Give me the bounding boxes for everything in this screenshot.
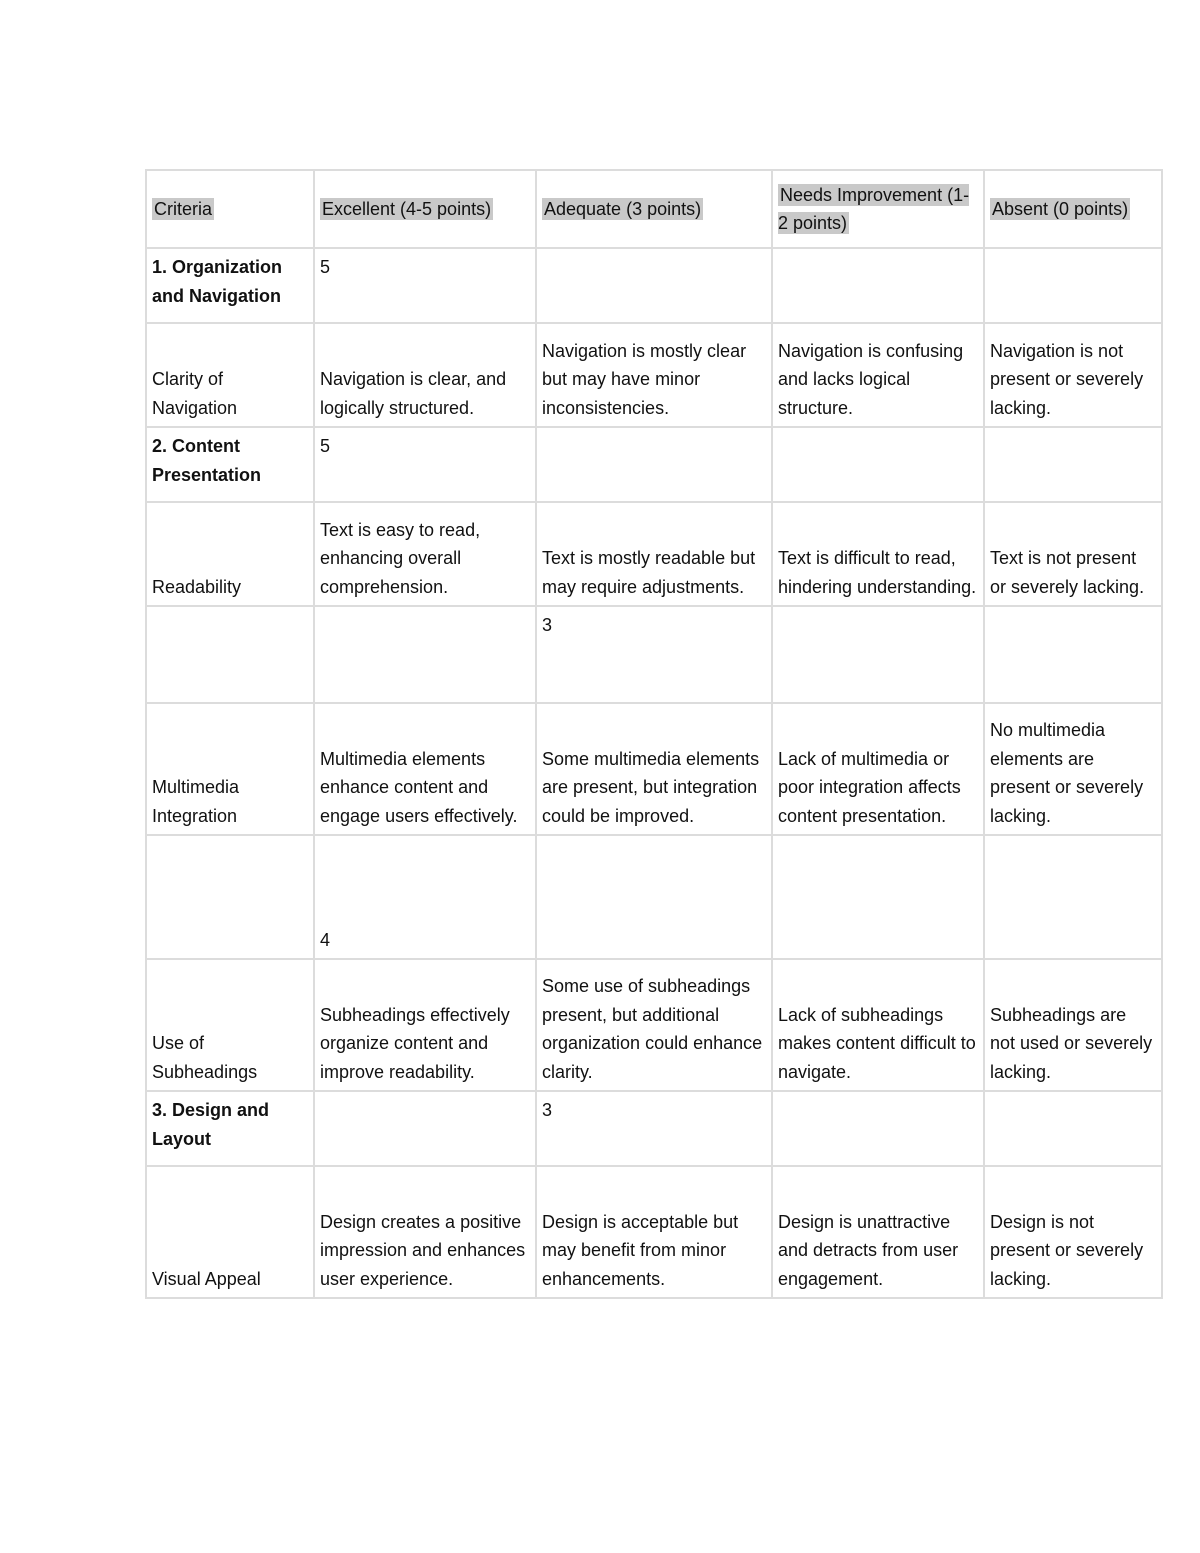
criterion-label: Clarity of Navigation [146, 323, 314, 427]
criterion-label: Visual Appeal [146, 1166, 314, 1298]
criterion-label [146, 606, 314, 703]
header-adequate: Adequate (3 points) [536, 170, 772, 248]
score-cell [314, 606, 536, 703]
table-row [146, 427, 1162, 502]
descriptor-cell: Navigation is confusing and lacks logical structure. [772, 323, 984, 427]
descriptor-cell: Text is easy to read, enhancing overall comprehension. [314, 502, 536, 606]
header-row [146, 170, 1162, 248]
header-criteria: Criteria [146, 170, 314, 248]
header-excellent: Excellent (4-5 points) [314, 170, 536, 248]
score-cell [984, 606, 1162, 703]
descriptor-cell: Some multimedia elements are present, but integration could be improved. [536, 703, 772, 835]
score-cell [772, 606, 984, 703]
criterion-label: Readability [146, 502, 314, 606]
descriptor-cell: No multimedia elements are present or severely lacking. [984, 703, 1162, 835]
descriptor-cell: Some use of subheadings present, but additional organization could enhance clarity. [536, 959, 772, 1091]
score-cell [984, 1091, 1162, 1166]
descriptor-cell: Design is acceptable but may benefit from minor enhancements. [536, 1166, 772, 1298]
table-row [146, 1166, 1162, 1298]
descriptor-cell: Navigation is not present or severely lacking. [984, 323, 1162, 427]
criterion-label [146, 835, 314, 959]
header-absent: Absent (0 points) [984, 170, 1162, 248]
table-row [146, 502, 1162, 606]
score-cell [772, 248, 984, 323]
score-cell: 3 [536, 1091, 772, 1166]
score-cell [536, 248, 772, 323]
table-row [146, 1091, 1162, 1166]
score-cell [984, 427, 1162, 502]
table-row [146, 606, 1162, 703]
score-cell: 5 [314, 248, 536, 323]
criterion-label: Use of Subheadings [146, 959, 314, 1091]
score-cell: 3 [536, 606, 772, 703]
descriptor-cell: Text is difficult to read, hindering understanding. [772, 502, 984, 606]
section-heading: 1. Organization and Navigation [146, 248, 314, 323]
header-needs-improvement: Needs Improvement (1-2 points) [772, 170, 984, 248]
descriptor-cell: Navigation is mostly clear but may have minor inconsistencies. [536, 323, 772, 427]
descriptor-cell: Text is not present or severely lacking. [984, 502, 1162, 606]
table-row [146, 323, 1162, 427]
descriptor-cell: Lack of subheadings makes content difficult to navigate. [772, 959, 984, 1091]
descriptor-cell: Navigation is clear, and logically structured. [314, 323, 536, 427]
table-row [146, 703, 1162, 835]
score-cell [772, 835, 984, 959]
score-cell [772, 1091, 984, 1166]
score-cell [536, 427, 772, 502]
criterion-label: Multimedia Integration [146, 703, 314, 835]
section-heading: 3. Design and Layout [146, 1091, 314, 1166]
score-cell [984, 835, 1162, 959]
table-row [146, 248, 1162, 323]
score-cell [314, 1091, 536, 1166]
descriptor-cell: Subheadings effectively organize content and improve readability. [314, 959, 536, 1091]
score-cell: 5 [314, 427, 536, 502]
descriptor-cell: Design is not present or severely lacking. [984, 1166, 1162, 1298]
score-cell: 4 [314, 835, 536, 959]
table-row [146, 959, 1162, 1091]
descriptor-cell: Multimedia elements enhance content and engage users effectively. [314, 703, 536, 835]
score-cell [772, 427, 984, 502]
score-cell [536, 835, 772, 959]
descriptor-cell: Text is mostly readable but may require adjustments. [536, 502, 772, 606]
descriptor-cell: Design is unattractive and detracts from user engagement. [772, 1166, 984, 1298]
section-heading: 2. Content Presentation [146, 427, 314, 502]
score-cell [984, 248, 1162, 323]
descriptor-cell: Subheadings are not used or severely lacking. [984, 959, 1162, 1091]
rubric-table [145, 169, 1163, 1299]
descriptor-cell: Lack of multimedia or poor integration affects content presentation. [772, 703, 984, 835]
descriptor-cell: Design creates a positive impression and enhances user experience. [314, 1166, 536, 1298]
table-row [146, 835, 1162, 959]
